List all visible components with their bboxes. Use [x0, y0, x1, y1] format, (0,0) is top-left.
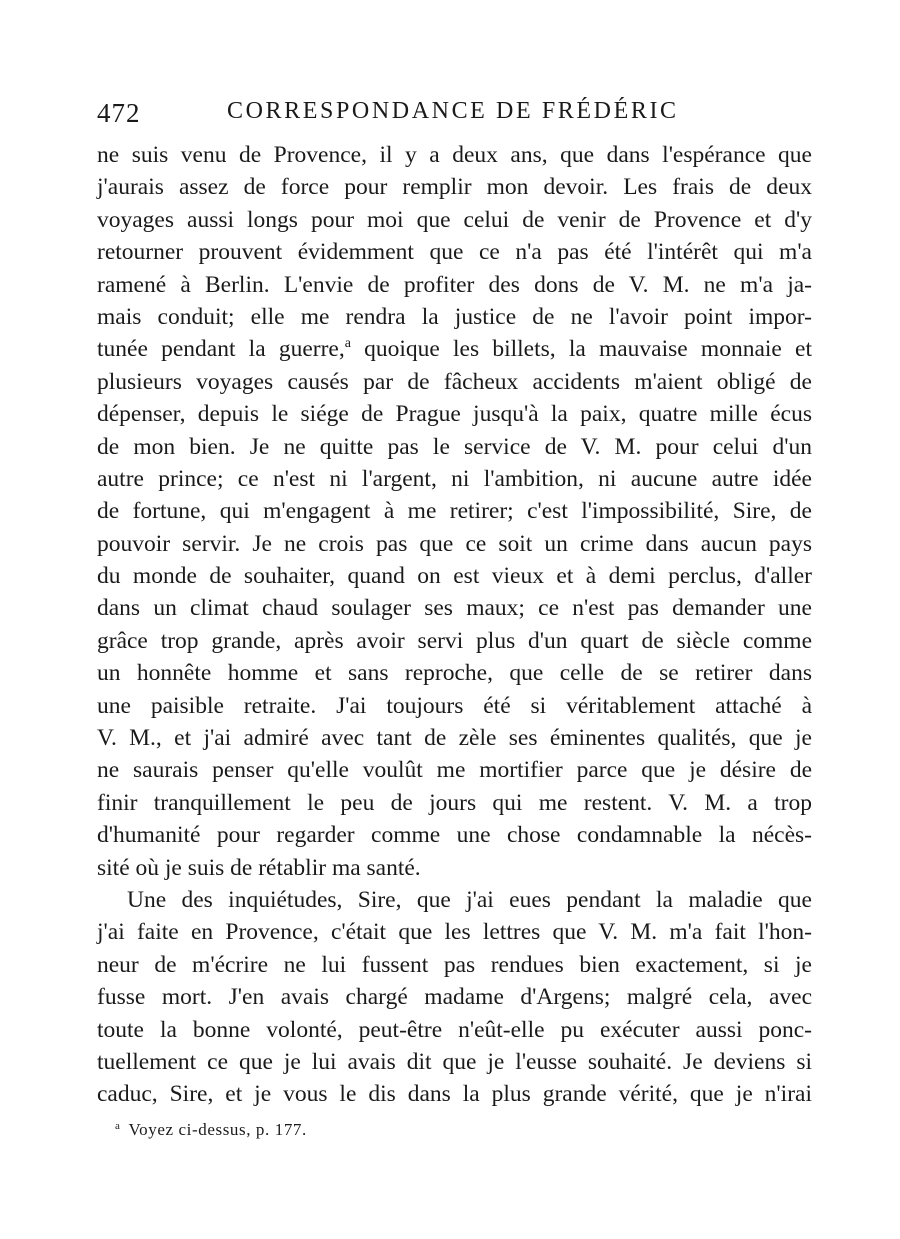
text-segment: quoique les billets, la mauvaise monnaie et: [350, 336, 812, 363]
text-line: ne saurais penser qu'elle voulût me mortifier parce que je désire de: [97, 757, 812, 784]
text-line: une paisible retraite. J'ai toujours été si véritablement attaché à: [97, 692, 812, 719]
text-line: de mon bien. Je ne quitte pas le service de V. M. pour celui d'un: [97, 433, 812, 460]
text-line: ramené à Berlin. L'envie de profiter des dons de V. M. ne m'a ja-: [97, 271, 812, 298]
text-line: toute la bonne volonté, peut-être n'eût-elle pu exécuter aussi ponc-: [97, 1016, 812, 1043]
text-line: j'aurais assez de force pour remplir mon devoir. Les frais de deux: [97, 174, 812, 201]
text-line: de fortune, qui m'engagent à me retirer; c'est l'impossibilité, Sire, de: [97, 498, 812, 525]
text-line: mais conduit; elle me rendra la justice de ne l'avoir point impor-: [97, 303, 812, 330]
text-line: pouvoir servir. Je ne crois pas que ce soit un crime dans aucun pays: [97, 530, 812, 557]
text-line: tuellement ce que je lui avais dit que je l'eusse souhaité. Je deviens si: [97, 1048, 812, 1075]
text-line: Une des inquiétudes, Sire, que j'ai eues pendant la maladie que: [127, 886, 812, 913]
text-line: retourner prouvent évidemment que ce n'a pas été l'intérêt qui m'a: [97, 239, 812, 266]
footnote-text: Voyez ci-dessus, p. 177.: [128, 1120, 307, 1139]
text-line: ne suis venu de Provence, il y a deux ans, que dans l'espérance que: [97, 142, 812, 168]
footnote: [115, 1120, 307, 1140]
body-text: [97, 139, 812, 1111]
text-line: dans un climat chaud soulager ses maux; ce n'est pas demander une: [97, 595, 812, 622]
text-line: autre prince; ce n'est ni l'argent, ni l'ambition, ni aucune autre idée: [97, 465, 812, 492]
page-header: [97, 96, 817, 132]
text-segment: tunée pendant la guerre,: [97, 336, 345, 363]
text-line: caduc, Sire, et je vous le dis dans la plus grande vérité, que je n'irai: [97, 1081, 812, 1108]
text-line: dépenser, depuis le siége de Prague jusqu'à la paix, quatre mille écus: [97, 401, 812, 428]
text-line: grâce trop grande, après avoir servi plus d'un quart de siècle comme: [97, 627, 812, 654]
footnote-marker: a: [115, 1120, 121, 1132]
text-line: fusse mort. J'en avais chargé madame d'Argens; malgré cela, avec: [97, 984, 812, 1011]
footnote-marker: a: [344, 336, 351, 352]
running-title: CORRESPONDANCE DE FRÉDÉRIC: [227, 98, 679, 124]
text-line: un honnête homme et sans reproche, que celle de se retirer dans: [97, 660, 812, 687]
text-line: j'ai faite en Provence, c'était que les lettres que V. M. m'a fait l'hon-: [97, 919, 812, 946]
text-line: neur de m'écrire ne lui fussent pas rendues bien exactement, si je: [97, 951, 812, 978]
text-line: du monde de souhaiter, quand on est vieux et à demi perclus, d'aller: [97, 563, 812, 590]
text-line: voyages aussi longs pour moi que celui de venir de Provence et d'y: [97, 206, 812, 233]
text-line: finir tranquillement le peu de jours qui me restent. V. M. a trop: [97, 789, 812, 816]
text-line: V. M., et j'ai admiré avec tant de zèle ses éminentes qualités, que je: [97, 725, 812, 752]
text-line-with-footnote: [97, 333, 812, 365]
text-line: sité où je suis de rétablir ma santé.: [97, 854, 421, 881]
text-line: plusieurs voyages causés par de fâcheux accidents m'aient obligé de: [97, 368, 812, 395]
text-line: d'humanité pour regarder comme une chose condamnable la nécès-: [97, 822, 812, 849]
page-number: 472: [97, 98, 141, 128]
